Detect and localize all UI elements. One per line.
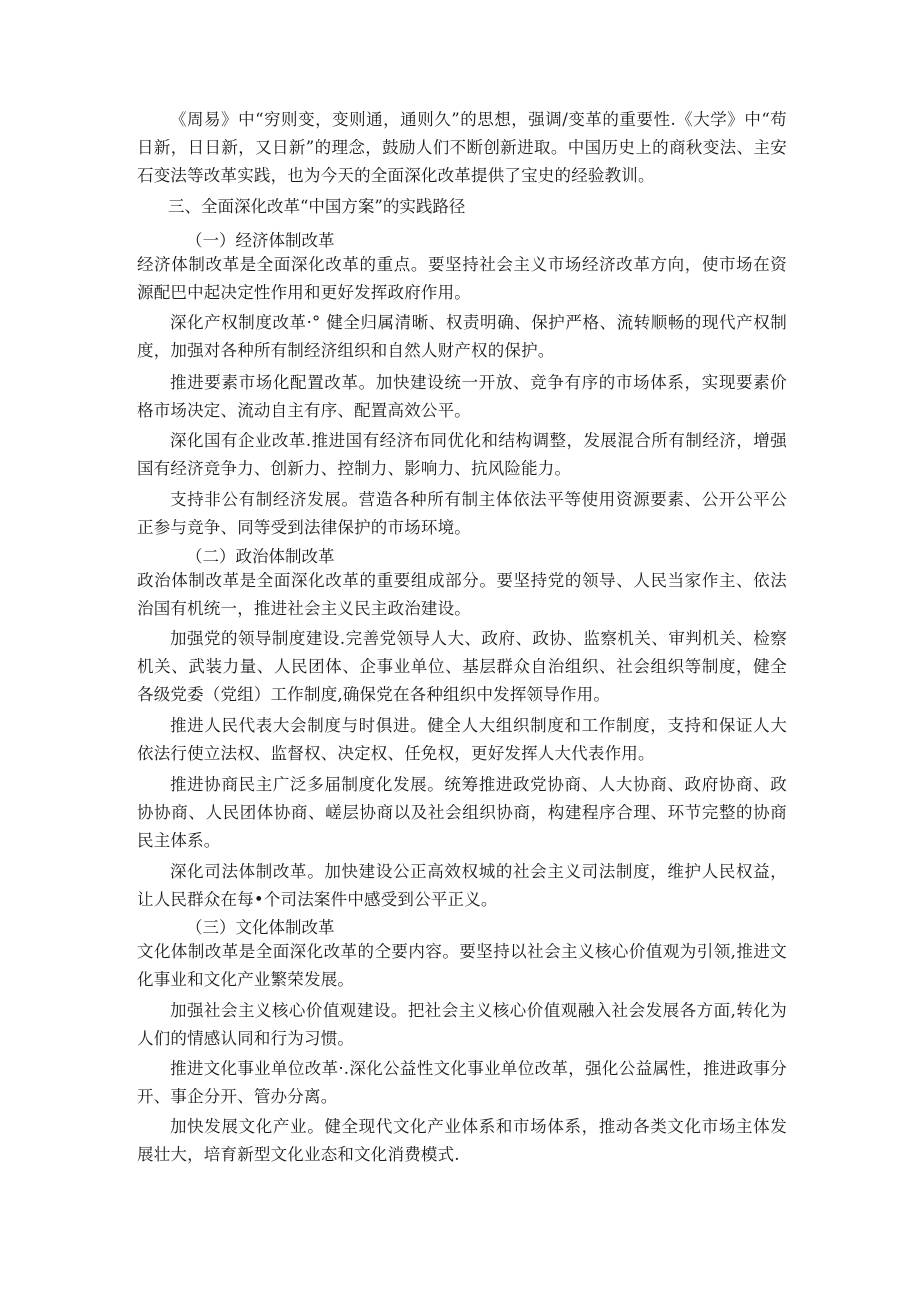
economic-property-rights-paragraph: 深化产权制度改革·° 健全归属清晰、权责明确、保护严格、流转顺畅的现代产权制度，加强对各种所有制经济组织和自然人财产权的保护。 <box>137 313 787 360</box>
section-heading: 三、全面深化改革“中国方案”的实践路径 <box>168 197 466 216</box>
economic-intro-paragraph: 经济体制改革是全面深化改革的重点。要坚持社会主义市场经济改革方向，使市场在资源配巴中起决定性作用和更好发挥政府作用。 <box>137 255 787 302</box>
political-judicial-reform-paragraph: 深化司法体制改革。加快建设公正高效权城的社会主义司法制度，维护人民权益，让人民群众在每•个司法案件中感受到公平正义。 <box>137 862 787 909</box>
political-party-leadership-paragraph: 加强党的领导制度建设.完善党领导人大、政府、政协、监察机关、审判机关、检察机关、武装力量、人民团体、企事业单位、基层群众自治组织、社会组织等制度，健全各级党委（党组）工作制度,确保党在各种组织中发挥领导作用。 <box>137 629 787 704</box>
economic-soe-reform-paragraph: 深化国有企业改革.推进国有经济布同优化和结构调整，发展混合所有制经济，增强国有经济竞争力、创新力、控制力、影响力、抗风险能力。 <box>137 431 787 478</box>
cultural-industry-paragraph: 加快发展文化产业。健全现代文化产业体系和市场体系，推动各类文化市场主体发展壮大，培育新型文化业态和文化消费模式. <box>137 1117 787 1164</box>
economic-factor-market-paragraph: 推进要素市场化配置改革。加快建设统一开放、竞争有序的市场体系，实现要素价格市场决定、流动自主有序、配置高效公平。 <box>137 373 787 420</box>
cultural-core-values-paragraph: 加强社会主义核心价值观建设。把社会主义核心价值观融入社会发展各方面,转化为人们的情感认同和行为习惯。 <box>137 1001 787 1048</box>
subsection-heading-political: （二）政治体制改革 <box>186 547 335 566</box>
political-intro-paragraph: 政治体制改革是全面深化改革的重要组成部分。要坚持党的领导、人民当家作主、依法治国有机统一，推进社会主义民主政治建设。 <box>137 571 787 618</box>
subsection-heading-cultural: （三）文化体制改革 <box>186 918 335 937</box>
economic-private-sector-paragraph: 支持非公有制经济发展。营造各种所有制主体依法平等使用资源要素、公开公平公正参与竞争、同等受到法律保护的市场环境。 <box>137 490 787 537</box>
cultural-intro-paragraph: 文化体制改革是全面深化改革的仝要内容。要坚持以社会主义核心价值观为引领,推进文化事业和文化产业繁荣发展。 <box>137 942 787 989</box>
political-npc-paragraph: 推进人民代表大会制度与时俱进。健全人大组织制度和工作制度，支持和保证人大依法行使立法权、监督权、决定权、任免权，更好发挥人大代表作用。 <box>137 716 787 763</box>
subsection-heading-economic: （一）经济体制改革 <box>186 231 335 250</box>
cultural-institution-reform-paragraph: 推进文化事业单位改革·.深化公益性文化事业单位改革，强化公益属性，推进政事分开、事企分开、管办分离。 <box>137 1059 787 1106</box>
intro-paragraph: 《周易》中“穷则变，变则通，通则久”的思想，强调/变革的重要性.《大学》中“苟日新，日日新，又日新”的理念，鼓励人们不断创新进取。中国历史上的商秋变法、主安石变法等改革实践，也为今天的全面深化改革提供了宝史的经验教训。 <box>137 110 787 185</box>
political-consultative-democracy-paragraph: 推进协商民主广泛多届制度化发展。统筹推进政党协商、人大协商、政府协商、政协协商、人民团体协商、嵯层协商以及社会组织协商，构建程序合理、环节完整的协商民主体系。 <box>137 775 787 850</box>
